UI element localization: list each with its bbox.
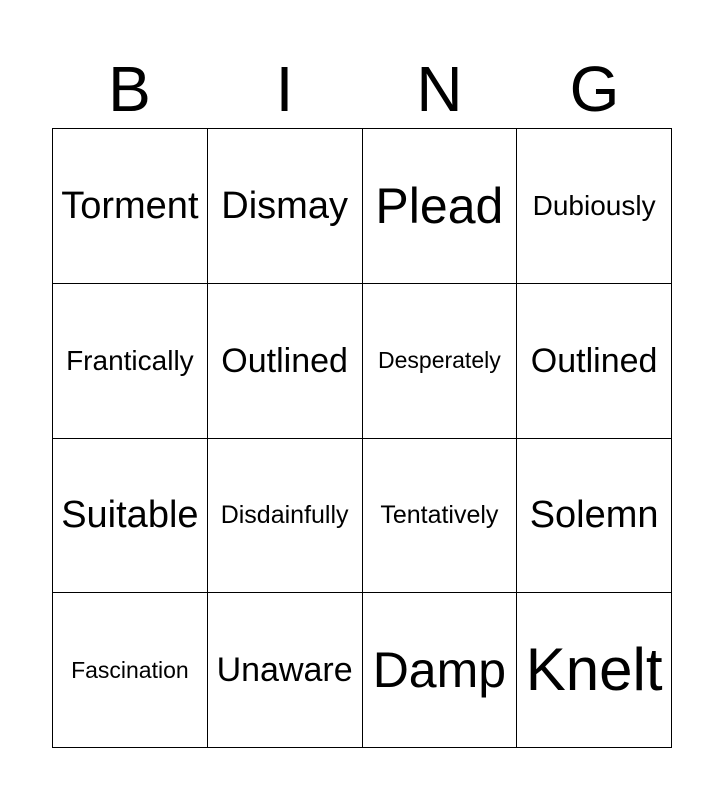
bingo-cell[interactable]: Suitable: [53, 439, 208, 594]
bingo-cell[interactable]: Frantically: [53, 284, 208, 439]
bingo-cell[interactable]: Disdainfully: [208, 439, 363, 594]
bingo-cell[interactable]: Solemn: [517, 439, 672, 594]
bingo-cell[interactable]: Tentatively: [363, 439, 518, 594]
bingo-cell[interactable]: Knelt: [517, 593, 672, 748]
bingo-cell[interactable]: Dubiously: [517, 129, 672, 284]
bingo-cell[interactable]: Outlined: [208, 284, 363, 439]
bingo-board: [52, 128, 672, 748]
bingo-cell[interactable]: Desperately: [363, 284, 518, 439]
bingo-cell[interactable]: Plead: [363, 129, 518, 284]
bingo-cell[interactable]: Dismay: [208, 129, 363, 284]
header-letter-b: B: [108, 53, 151, 125]
header-letter-n: N: [416, 53, 463, 125]
bingo-header: [52, 50, 672, 128]
bingo-cell[interactable]: Outlined: [517, 284, 672, 439]
bingo-cell[interactable]: Damp: [363, 593, 518, 748]
bingo-cell[interactable]: Unaware: [208, 593, 363, 748]
bingo-cell[interactable]: Fascination: [53, 593, 208, 748]
header-letter-g: G: [569, 53, 620, 125]
bingo-cell[interactable]: Torment: [53, 129, 208, 284]
header-letter-i: I: [275, 53, 294, 125]
